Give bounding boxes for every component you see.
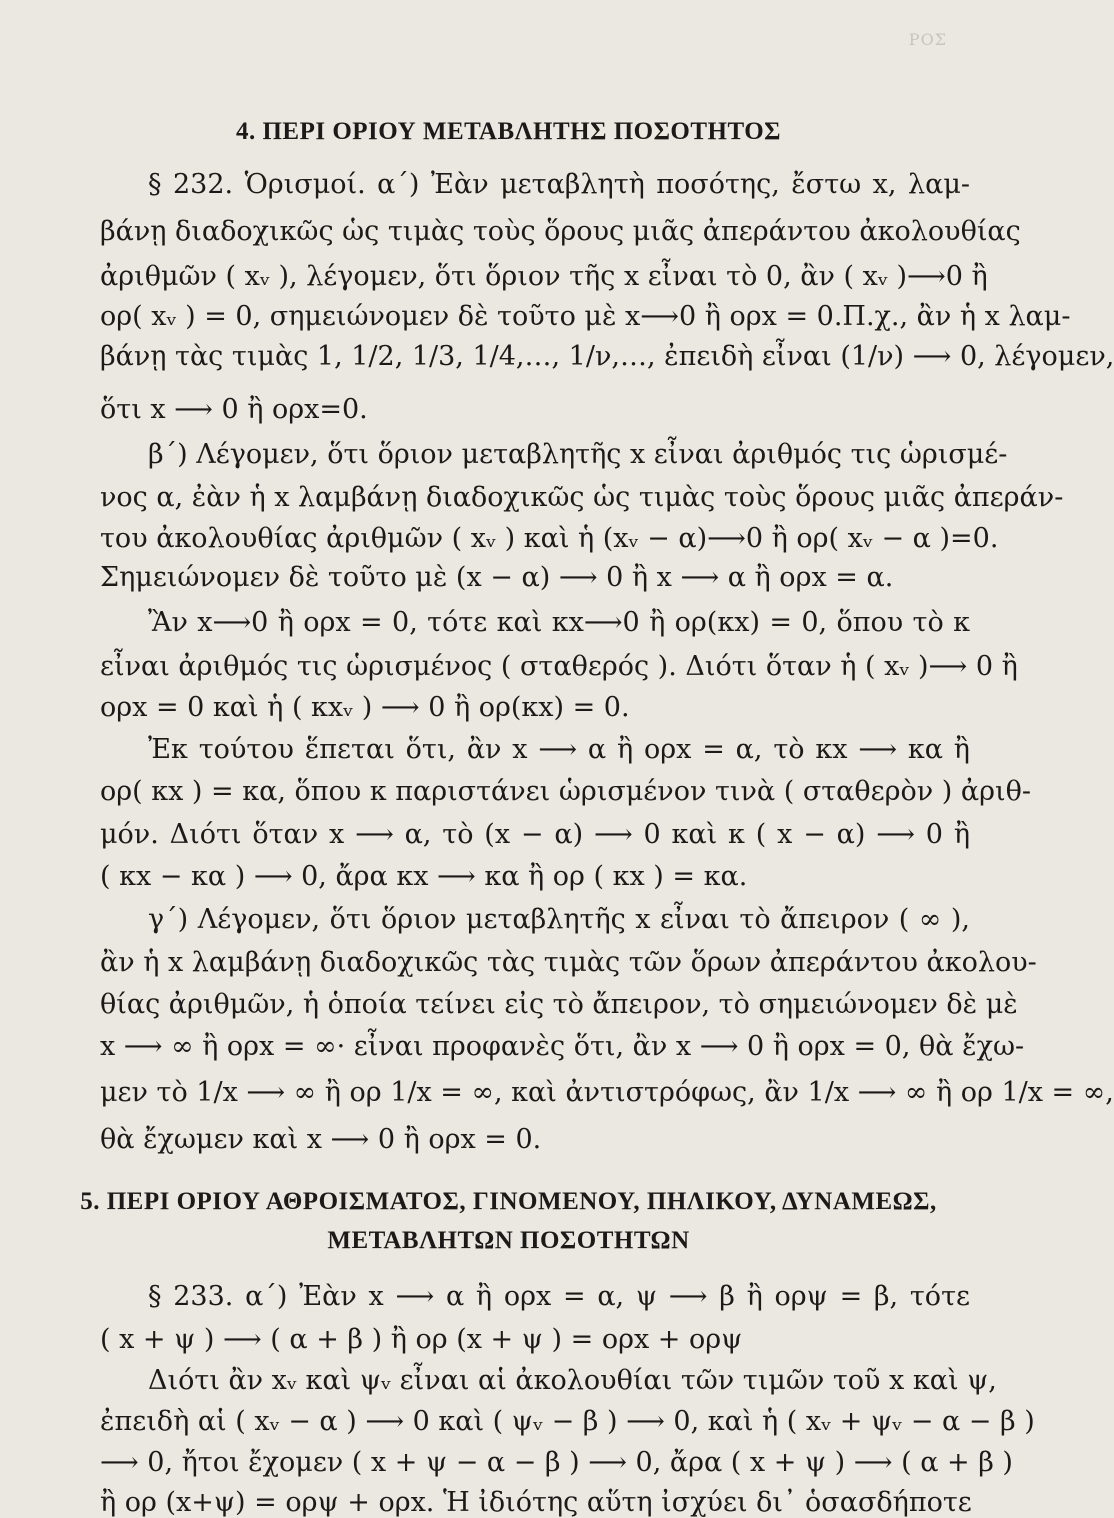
text-line: ορ( xᵥ ) = 0, σημειώνομεν δὲ τοῦτο μὲ x⟶0 ἢ ορx = 0.Π.χ., ἂν ἡ x λαμ- <box>100 301 1071 332</box>
text-line: ( x + ψ ) ⟶ ( α + β ) ἢ ορ (x + ψ ) = ορx + ορψ <box>100 1324 743 1355</box>
text-line: x ⟶ ∞ ἢ ορx = ∞· εἶναι προφανὲς ὅτι, ἂν x ⟶ 0 ἢ ορx = 0, θὰ ἔχω- <box>100 1031 1025 1062</box>
text-line: Σημειώνομεν δὲ τοῦτο μὲ (x − α) ⟶ 0 ἢ x ⟶ α ἢ ορx = α. <box>100 562 894 593</box>
text-line: ἂν ἡ x λαμβάνῃ διαδοχικῶς τὰς τιμὰς τῶν ὅρων ἀπεράντου ἀκολου- <box>100 947 1037 978</box>
section-5-heading-line-1: 5. ΠΕΡΙ ΟΡΙΟΥ ΑΘΡΟΙΣΜΑΤΟΣ, ΓΙΝΟΜΕΝΟΥ, ΠΗΛΙΚΟΥ, ΔΥΝΑΜΕΩΣ, <box>80 1188 937 1215</box>
text-line: ἐπειδὴ αἱ ( xᵥ − α ) ⟶ 0 καὶ ( ψᵥ − β ) ⟶ 0, καὶ ἡ ( xᵥ + ψᵥ − α − β ) <box>100 1406 1035 1437</box>
text-line: ⟶ 0, ἤτοι ἔχομεν ( x + ψ − α − β ) ⟶ 0, ἄρα ( x + ψ ) ⟶ ( α + β ) <box>100 1447 1013 1478</box>
text-line: ἀριθμῶν ( xᵥ ), λέγομεν, ὅτι ὅριον τῆς x εἶναι τὸ 0, ἂν ( xᵥ )⟶0 ἢ <box>100 261 988 292</box>
section-5-heading-line-2: ΜΕΤΑΒΛΗΤΩΝ ΠΟΣΟΤΗΤΩΝ <box>327 1227 690 1254</box>
text-line: Διότι ἂν xᵥ καὶ ψᵥ εἶναι αἱ ἀκολουθίαι τῶν τιμῶν τοῦ x καὶ ψ, <box>148 1365 997 1396</box>
text-line: του ἀκολουθίας ἀριθμῶν ( xᵥ ) καὶ ἡ (xᵥ − α)⟶0 ἢ ορ( xᵥ − α )=0. <box>100 523 999 554</box>
text-line: ορ( κx ) = κα, ὅπου κ παριστάνει ὡρισμένον τινὰ ( σταθερὸν ) ἀριθ- <box>100 776 1031 807</box>
page-corner-mark: ΡΟΣ <box>908 30 947 49</box>
text-line: Ἂν x⟶0 ἢ ορx = 0, τότε καὶ κx⟶0 ἢ ορ(κx) = 0, ὅπου τὸ κ <box>148 607 970 638</box>
text-line: § 233. α΄) Ἐὰν x ⟶ α ἢ ορx = α, ψ ⟶ β ἢ ορψ = β, τότε <box>148 1281 970 1312</box>
text-line: βάνῃ διαδοχικῶς ὡς τιμὰς τοὺς ὅρους μιᾶς ἀπεράντου ἀκολουθίας <box>100 216 1021 247</box>
text-line: θίας ἀριθμῶν, ἡ ὁποία τείνει εἰς τὸ ἄπειρον, τὸ σημειώνομεν δὲ μὲ <box>100 989 1018 1020</box>
text-line: β΄) Λέγομεν, ὅτι ὅριον μεταβλητῆς x εἶναι ἀριθμός τις ὡρισμέ- <box>148 439 1008 470</box>
text-line: μεν τὸ 1/x ⟶ ∞ ἢ ορ 1/x = ∞, καὶ ἀντιστρόφως, ἂν 1/x ⟶ ∞ ἢ ορ 1/x = ∞, <box>100 1077 1114 1108</box>
text-line: εἶναι ἀριθμός τις ὡρισμένος ( σταθερός ). Διότι ὅταν ἡ ( xᵥ )⟶ 0 ἢ <box>100 651 1018 682</box>
text-line: ὅτι x ⟶ 0 ἢ ορx=0. <box>100 394 368 425</box>
text-line: § 232. Ὁρισμοί. α΄) Ἐὰν μεταβλητὴ ποσότης, ἔστω x, λαμ- <box>148 169 970 200</box>
text-line: Ἐκ τούτου ἕπεται ὅτι, ἂν x ⟶ α ἢ ορx = α, τὸ κx ⟶ κα ἢ <box>148 734 970 765</box>
text-line: μόν. Διότι ὅταν x ⟶ α, τὸ (x − α) ⟶ 0 καὶ κ ( x − α) ⟶ 0 ἢ <box>100 819 970 850</box>
text-line: βάνῃ τὰς τιμὰς 1, 1/2, 1/3, 1/4,…, 1/ν,…, ἐπειδὴ εἶναι (1/ν) ⟶ 0, λέγομεν, <box>100 341 1114 372</box>
text-line: ἢ ορ (x+ψ) = ορψ + ορx. Ἡ ἰδιότης αὕτη ἰσχύει δι᾿ ὁσασδήποτε <box>100 1487 972 1518</box>
text-line: ορx = 0 καὶ ἡ ( κxᵥ ) ⟶ 0 ἢ ορ(κx) = 0. <box>100 692 630 723</box>
text-line: ( κx − κα ) ⟶ 0, ἄρα κx ⟶ κα ἢ ορ ( κx ) = κα. <box>100 861 748 892</box>
text-line: θὰ ἔχωμεν καὶ x ⟶ 0 ἢ ορx = 0. <box>100 1124 542 1155</box>
text-line: νος α, ἐὰν ἡ x λαμβάνῃ διαδοχικῶς ὡς τιμὰς τοὺς ὅρους μιᾶς ἀπεράν- <box>100 482 1064 513</box>
section-4-heading: 4. ΠΕΡΙ ΟΡΙΟΥ ΜΕΤΑΒΛΗΤΗΣ ΠΟΣΟΤΗΤΟΣ <box>235 118 782 145</box>
text-line: γ΄) Λέγομεν, ὅτι ὅριον μεταβλητῆς x εἶναι τὸ ἄπειρον ( ∞ ), <box>148 904 970 935</box>
